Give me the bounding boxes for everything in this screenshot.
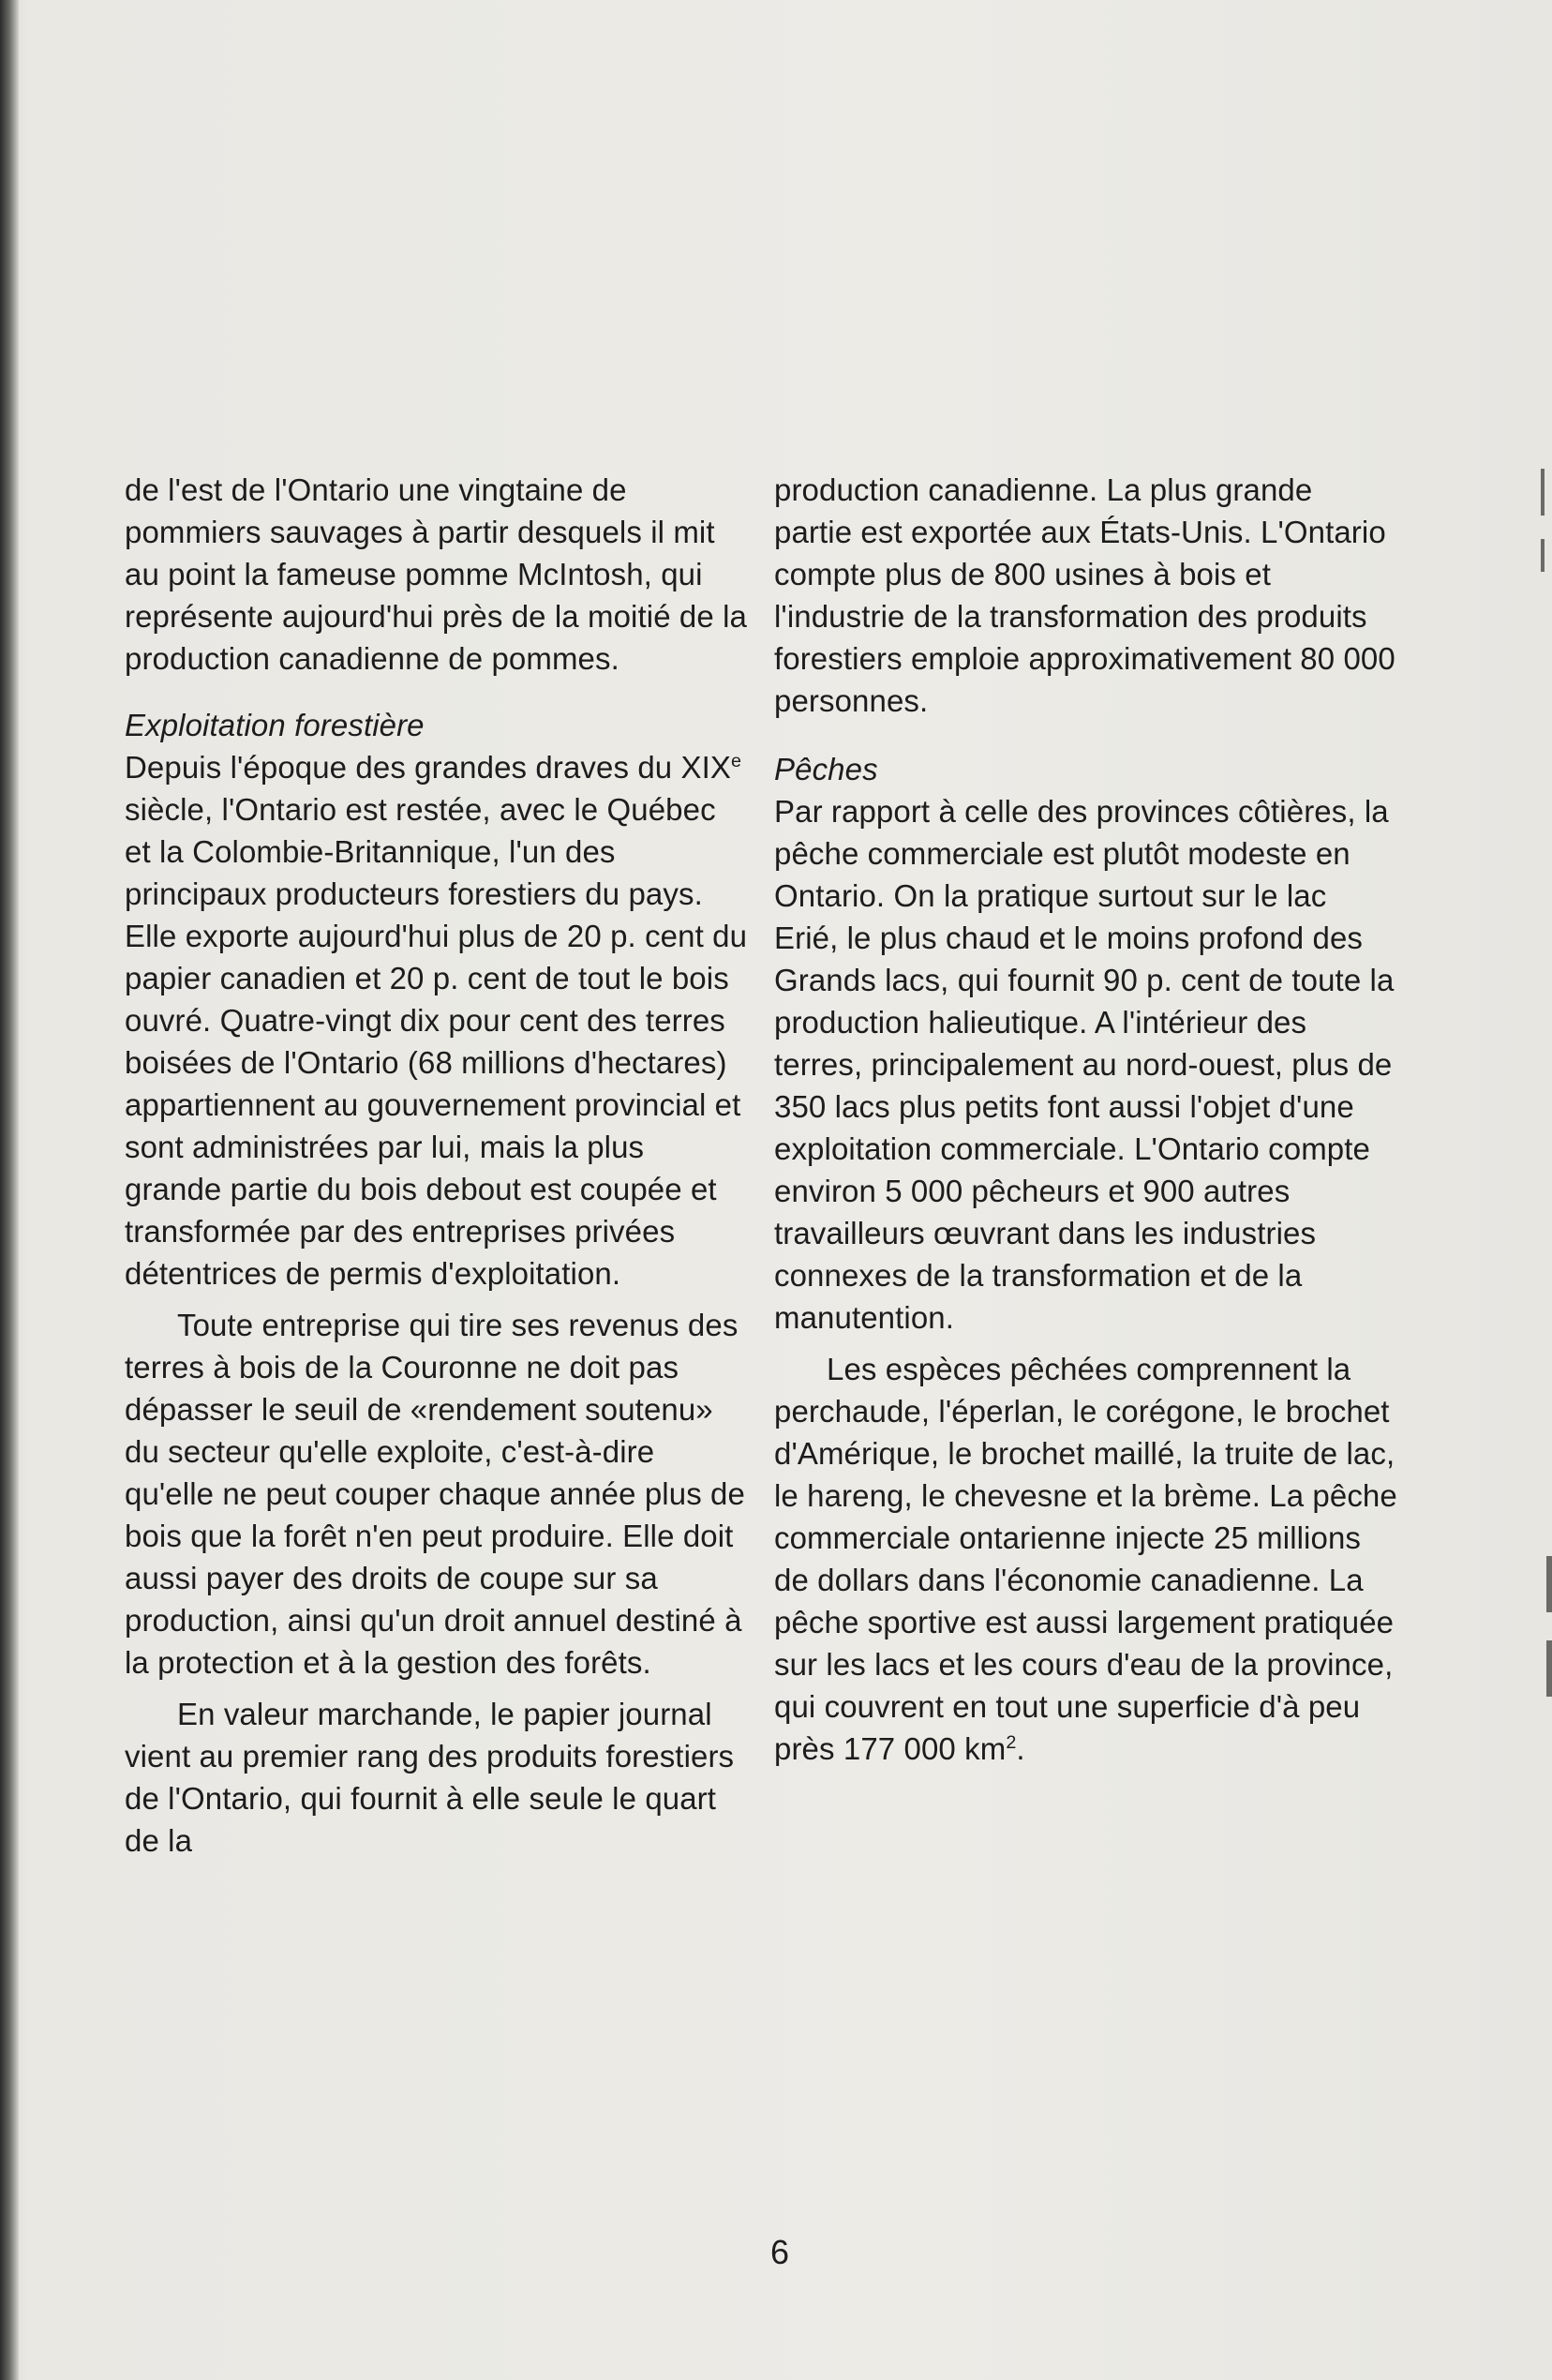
binding-mark — [1546, 1640, 1552, 1697]
binding-mark — [1541, 539, 1545, 572]
section-heading-fisheries: Pêches — [774, 752, 878, 786]
page-number: 6 — [769, 2233, 790, 2271]
right-column — [774, 469, 1397, 1770]
forestry-p1-text-b: siècle, l'Ontario est restée, avec le Québec et la Colombie-Britannique, l'un des principaux producteurs forestiers du pays. Elle exporte aujourd'hui plus de 20 p. cent du papier canadien et 20 p. cent de tout le bois ouvré. Quatre-vingt dix pour cent des terres boisées de l'Ontario (68 millions d'hectares) appartiennent au gouvernement provincial et sont administrées par lui, mais la plus grande partie du bois debout est coupée et transformée par des entreprises privées détentrices de permis d'exploitation. — [125, 792, 748, 1291]
fisheries-paragraph-1: Par rapport à celle des provinces côtières, la pêche commerciale est plutôt modeste en Ontario. On la pratique surtout sur le lac Erié, le plus chaud et le moins profond des Grands lacs, qui fournit 90 p. cent de toute la production halieutique. A l'intérieur des terres, principalement au nord-ouest, plus de 350 lacs plus petits font aussi l'objet d'une exploitation commerciale. L'Ontario compte environ 5 000 pêcheurs et 900 autres travailleurs œuvrant dans les industries connexes de la transformation et de la manutention. — [774, 794, 1395, 1335]
intro-paragraph: de l'est de l'Ontario une vingtaine de pommiers sauvages à partir desquels il mit au point la fameuse pomme McIntosh, qui représente aujourd'hui près de la moitié de la production canadienne de pommes. — [125, 472, 747, 676]
binding-mark — [1546, 1556, 1552, 1612]
fisheries-p2-text-b: . — [1016, 1731, 1025, 1766]
section-heading-forestry: Exploitation forestière — [125, 708, 425, 742]
superscript-e: e — [731, 751, 742, 771]
forestry-paragraph-2: Toute entreprise qui tire ses revenus des terres à bois de la Couronne ne doit pas dépasser le seuil de «rendement soutenu» du secteur qu'elle exploite, c'est-à-dire qu'elle ne peut couper chaque année plus de bois que la forêt n'en peut produire. Elle doit aussi payer des droits de coupe sur sa production, ainsi qu'un droit annuel destiné à la protection et à la gestion des forêts. — [125, 1308, 745, 1680]
forestry-p1-text-a: Depuis l'époque des grandes draves du XIX — [125, 750, 731, 785]
forestry-paragraph-3: En valeur marchande, le papier journal vient au premier rang des produits forestiers de l'Ontario, qui fournit à elle seule le quart de la — [125, 1697, 735, 1858]
superscript-2: 2 — [1006, 1732, 1017, 1753]
forestry-continuation-paragraph: production canadienne. La plus grande partie est exportée aux États-Unis. L'Ontario compte plus de 800 usines à bois et l'industrie de la transformation des produits forestiers emploie approximativement 80 000 personnes. — [774, 472, 1395, 718]
forestry-paragraph-1 — [125, 746, 748, 1295]
book-spine-shadow — [0, 0, 19, 2380]
fisheries-p2-text-a: Les espèces pêchées comprennent la perchaude, l'éperlan, le corégone, le brochet d'Amérique, le brochet maillé, la truite de lac, le hareng, le chevesne et la brème. La pêche commerciale ontarienne injecte 25 millions de dollars dans l'économie canadienne. La pêche sportive est aussi largement pratiquée sur les lacs et les cours d'eau de la province, qui couvrent en tout une superficie d'à peu près 177 000 km — [774, 1352, 1397, 1766]
binding-mark — [1541, 469, 1545, 516]
fisheries-paragraph-2 — [774, 1348, 1397, 1770]
left-column — [125, 469, 748, 1862]
